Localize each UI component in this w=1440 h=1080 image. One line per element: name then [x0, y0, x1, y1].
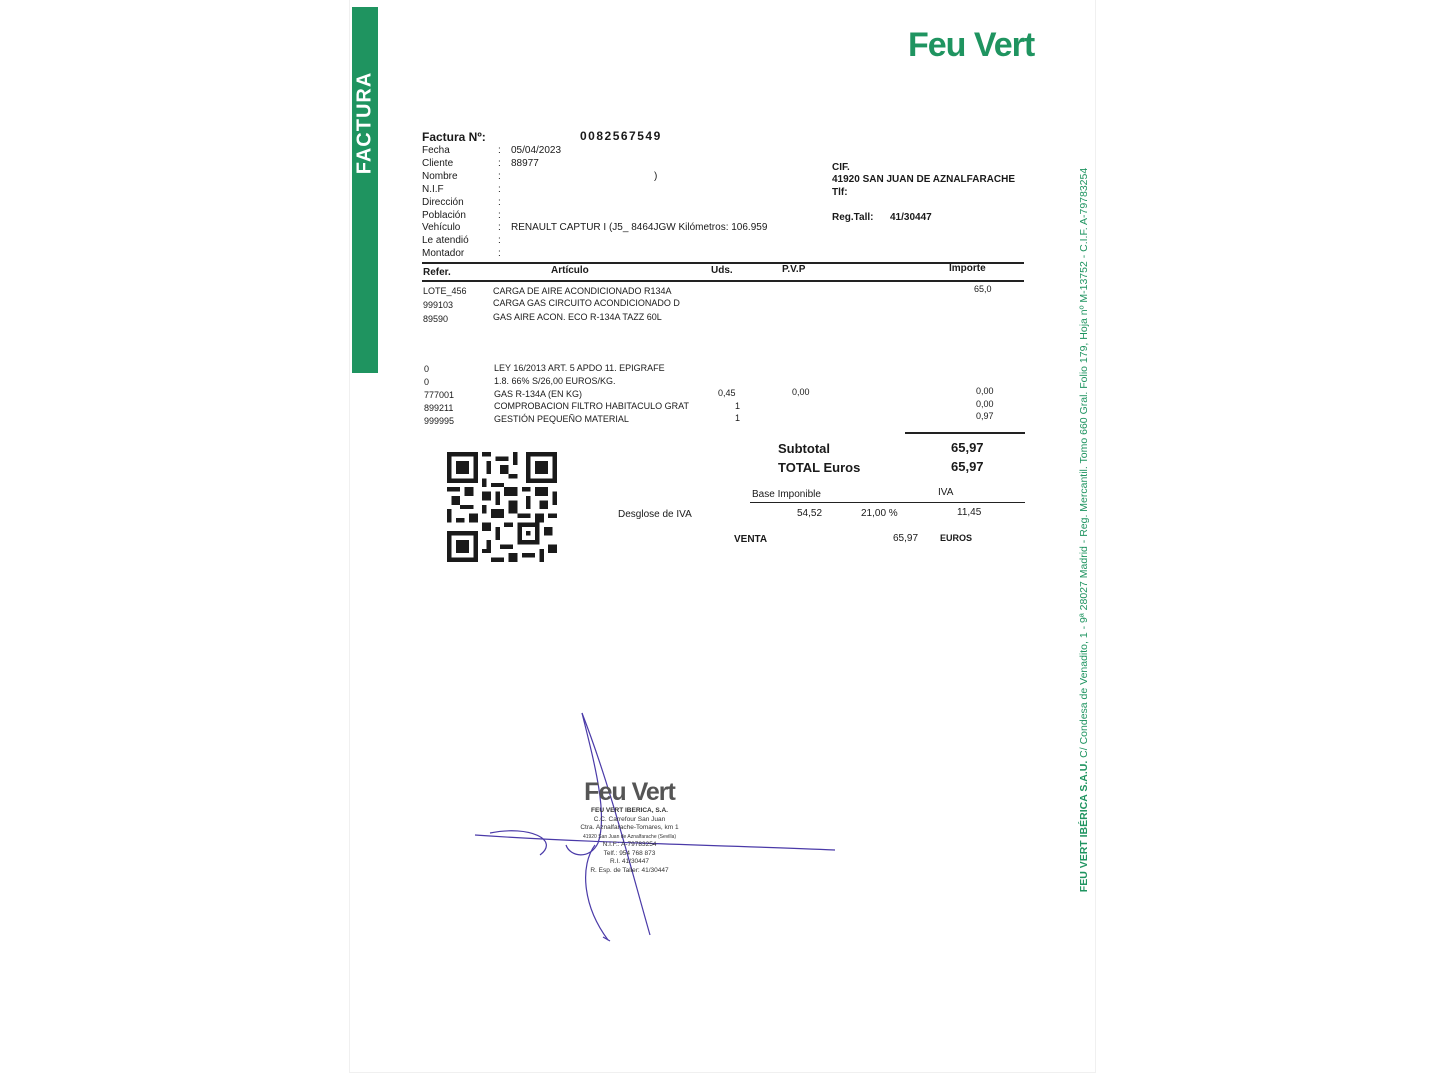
field-label: Vehículo: [422, 222, 461, 234]
row-ref: 89590: [423, 314, 449, 324]
row-ref: LOTE_456: [423, 286, 467, 296]
workshop-address: 41920 SAN JUAN DE AZNALFARACHE: [832, 174, 1015, 185]
factura-label: FACTURA: [353, 71, 376, 175]
row-ref: 0: [424, 377, 430, 387]
stamp-line: Ctra. Aznalfarache-Tomares, km 1: [580, 824, 679, 831]
vat-iva-label: IVA: [938, 487, 954, 498]
field-value-cliente: 88977: [511, 157, 539, 169]
row-amount: 0,00: [976, 399, 994, 409]
field-label: Nombre: [422, 170, 458, 182]
row-ref: 899211: [424, 403, 454, 413]
totals-rule: [905, 432, 1025, 434]
field-label: Dirección: [422, 196, 464, 208]
field-label: N.I.F: [422, 183, 444, 195]
table-top-rule: [422, 262, 1024, 264]
vat-rule: [750, 502, 1025, 503]
field-label: Fecha: [422, 145, 450, 156]
invoice-field-labels: [422, 145, 469, 261]
stamp-line: C.C. Carrefour San Juan: [593, 815, 666, 823]
field-value-direccion: [511, 197, 767, 210]
vat-base-label: Base Imponible: [752, 489, 821, 500]
row-article: GESTIÓN PEQUEÑO MATERIAL: [494, 414, 629, 424]
table-row: [423, 286, 467, 296]
field-label: Población: [422, 209, 466, 221]
stamp-line: FEU VERT IBERICA, S.A.: [591, 807, 668, 814]
row-units: 1: [735, 413, 741, 423]
invoice-field-separators: [498, 145, 501, 261]
row-article: CARGA GAS CIRCUITO ACONDICIONADO D: [493, 298, 680, 308]
invoice-field-values: [511, 145, 767, 261]
stamp-logo: Feu Vert: [584, 778, 675, 806]
field-value-atendio: [511, 235, 767, 248]
reg-tall-label: Reg.Tall:: [832, 212, 874, 223]
row-article: COMPROBACION FILTRO HABITACULO GRAT: [494, 401, 690, 411]
company-stamp: [572, 780, 687, 875]
row-amount: 0,97: [976, 411, 994, 421]
row-ref: 999103: [423, 300, 454, 310]
factura-tab: [352, 7, 378, 373]
feu-vert-logo: Feu Vert: [908, 26, 1035, 64]
col-amount-header: Importe: [949, 263, 986, 274]
row-units: 0,45: [718, 388, 736, 398]
vat-breakdown-label: Desglose de IVA: [618, 509, 692, 520]
sale-amount: 65,97: [893, 533, 919, 544]
qr-code-icon: [446, 452, 558, 562]
stamp-lines: [572, 807, 687, 875]
row-ref: 999995: [424, 416, 455, 426]
table-header-rule: [422, 280, 1024, 282]
stamp-line: Telf.: 954 768 873: [603, 849, 656, 857]
stamp-line: N.I.F.: A-79783254: [602, 841, 657, 848]
company-name: FEU VERT IBÉRICA S.A.U.: [1078, 760, 1090, 893]
vat-rate-value: 21,00 %: [861, 508, 898, 519]
field-label: Le atendió: [422, 235, 469, 247]
field-sep: :: [498, 248, 501, 260]
tlf-label: Tlf:: [832, 187, 848, 198]
row-article: GAS AIRE ACON. ECO R-134A TAZZ 60L: [493, 312, 662, 322]
stamp-line: R. Esp. de Taller: 41/30447: [590, 866, 669, 874]
field-sep: :: [498, 196, 501, 208]
row-amount: 0,00: [976, 386, 994, 396]
company-details: C/ Condesa de Venadito, 1 - 9ª 28027 Madrid - Reg. Mercantil. Tomo 660 Gral. Folio 179, Hoja nº M-13752 - C.I.F. A-79783254: [1078, 167, 1090, 758]
field-label: Montador: [422, 248, 465, 260]
field-label: Cliente: [422, 157, 454, 169]
row-ref: 0: [424, 364, 430, 374]
row-amount: 65,0: [974, 284, 992, 294]
reg-tall-value: 41/30447: [890, 212, 932, 223]
total-label: TOTAL Euros: [778, 460, 861, 475]
field-sep: :: [498, 235, 501, 247]
sale-currency: EUROS: [940, 533, 973, 543]
row-units: 1: [735, 401, 741, 411]
subtotal-value: 65,97: [951, 440, 984, 455]
row-article: CARGA DE AIRE ACONDICIONADO R134A: [493, 286, 672, 296]
field-value-montador: [511, 248, 767, 261]
field-value-nif: [511, 184, 767, 197]
sale-label: VENTA: [734, 534, 768, 545]
invoice-page: [350, 0, 1095, 1072]
field-value-poblacion: [511, 209, 767, 222]
row-article: LEY 16/2013 ART. 5 APDO 11. EPIGRAFE: [494, 363, 665, 373]
field-value-nombre: ): [654, 170, 658, 182]
cif-label: CIF.: [832, 162, 850, 173]
vat-amount-value: 11,45: [957, 507, 982, 518]
field-sep: :: [498, 222, 501, 234]
row-article: GAS R-134A (EN KG): [494, 389, 583, 399]
row-pvp: 0,00: [792, 387, 810, 397]
total-value: 65,97: [951, 459, 984, 474]
invoice-number: 0082567549: [580, 129, 662, 143]
subtotal-label: Subtotal: [778, 441, 830, 456]
invoice-number-label: Factura Nº:: [422, 130, 486, 144]
company-legal-footer: [1078, 168, 1090, 892]
field-sep: :: [498, 170, 501, 182]
stamp-line: 41920 San Juan de Aznalfarache (Sevilla): [582, 833, 677, 840]
vat-base-value: 54,52: [797, 508, 823, 519]
col-units-header: Uds.: [711, 265, 733, 276]
stamp-line: R.I. 41/30447: [609, 858, 650, 865]
col-ref-header: Refer.: [423, 267, 451, 278]
col-article-header: Artículo: [551, 265, 589, 276]
field-sep: :: [498, 209, 501, 221]
field-value-fecha: 05/04/2023: [511, 145, 562, 156]
field-sep: :: [498, 183, 501, 195]
col-pvp-header: P.V.P: [782, 264, 806, 275]
field-sep: :: [498, 157, 501, 169]
field-value-vehiculo: RENAULT CAPTUR I (J5_ 8464JGW Kilómetros: 106.959: [511, 222, 768, 234]
row-ref: 777001: [424, 390, 455, 400]
row-article: 1.8. 66% S/26,00 EUROS/KG.: [494, 376, 616, 386]
field-sep: :: [498, 145, 501, 156]
